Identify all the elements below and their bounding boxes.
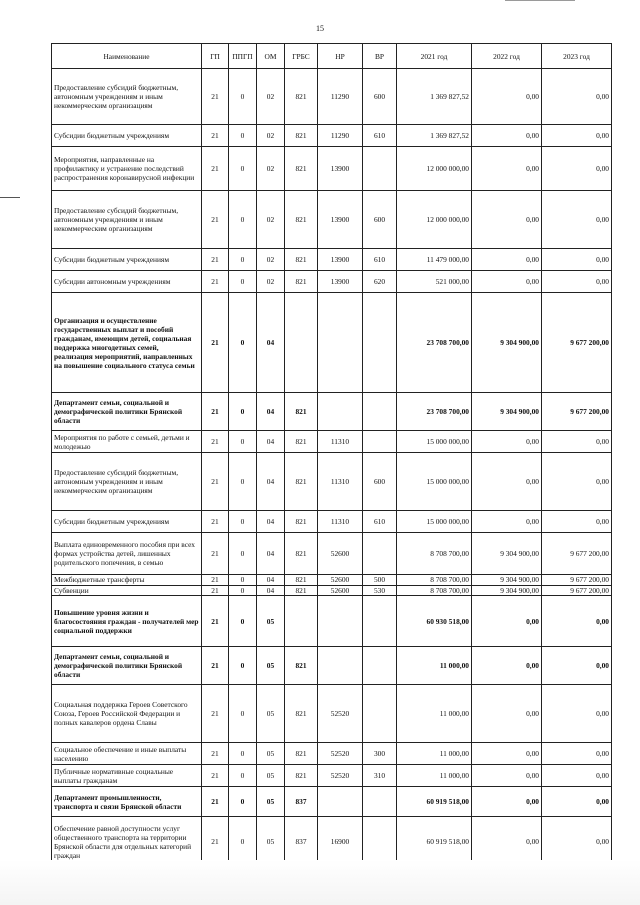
row-gp: 21 [202, 393, 229, 431]
row-name: Социальное обеспечение и иные выплаты населению [52, 743, 202, 765]
row-amount-2021: 15 000 000,00 [397, 431, 472, 453]
row-amount-2021: 60 930 518,00 [397, 596, 472, 647]
row-ppgp: 0 [229, 586, 257, 596]
table-row [52, 69, 612, 125]
row-name: Департамент семьи, социальной и демографической политики Брянской области [52, 647, 202, 685]
row-vr [363, 787, 397, 817]
row-vr: 530 [363, 586, 397, 596]
table-row [52, 125, 612, 147]
row-grbs: 821 [285, 685, 318, 743]
table-row [52, 647, 612, 685]
row-amount-2022: 0,00 [472, 787, 542, 817]
table-row [52, 596, 612, 647]
row-amount-2021: 11 000,00 [397, 647, 472, 685]
row-nr [318, 393, 363, 431]
row-ppgp: 0 [229, 431, 257, 453]
row-vr: 610 [363, 249, 397, 271]
row-ppgp: 0 [229, 575, 257, 586]
row-gp: 21 [202, 685, 229, 743]
row-gp: 21 [202, 533, 229, 575]
header-nr: НР [318, 44, 363, 69]
row-gp: 21 [202, 453, 229, 511]
row-om: 05 [257, 596, 285, 647]
row-amount-2022: 9 304 900,00 [472, 586, 542, 596]
row-amount-2023: 0,00 [542, 69, 612, 125]
table-row [52, 393, 612, 431]
row-grbs: 821 [285, 249, 318, 271]
scan-edge-line [505, 0, 575, 1]
row-vr: 610 [363, 511, 397, 533]
row-gp: 21 [202, 787, 229, 817]
row-amount-2023: 0,00 [542, 743, 612, 765]
row-amount-2021: 11 000,00 [397, 743, 472, 765]
row-name: Публичные нормативные социальные выплаты гражданам [52, 765, 202, 787]
row-om: 02 [257, 249, 285, 271]
scan-margin-mark [0, 197, 20, 198]
row-vr [363, 647, 397, 685]
row-om: 02 [257, 191, 285, 249]
row-amount-2023: 0,00 [542, 249, 612, 271]
row-vr [363, 393, 397, 431]
row-gp: 21 [202, 575, 229, 586]
row-om: 04 [257, 393, 285, 431]
row-om: 02 [257, 125, 285, 147]
row-name: Предоставление субсидий бюджетным, автономным учреждениям и иным некоммерческим организациям [52, 191, 202, 249]
row-grbs: 821 [285, 765, 318, 787]
row-amount-2022: 0,00 [472, 249, 542, 271]
row-amount-2022: 0,00 [472, 817, 542, 867]
row-grbs: 821 [285, 453, 318, 511]
row-name: Субвенции [52, 586, 202, 596]
row-om: 04 [257, 533, 285, 575]
row-nr: 13900 [318, 271, 363, 293]
row-amount-2023: 9 677 200,00 [542, 533, 612, 575]
row-vr [363, 431, 397, 453]
row-amount-2022: 0,00 [472, 271, 542, 293]
row-grbs: 837 [285, 787, 318, 817]
row-name: Департамент семьи, социальной и демографической политики Брянской области [52, 393, 202, 431]
row-amount-2021: 60 919 518,00 [397, 787, 472, 817]
header-grbs: ГРБС [285, 44, 318, 69]
row-amount-2023: 0,00 [542, 191, 612, 249]
row-om: 02 [257, 69, 285, 125]
row-gp: 21 [202, 647, 229, 685]
row-nr: 11290 [318, 69, 363, 125]
row-nr [318, 787, 363, 817]
row-grbs: 837 [285, 817, 318, 867]
row-name: Мероприятия по работе с семьей, детьми и молодежью [52, 431, 202, 453]
row-vr: 500 [363, 575, 397, 586]
row-name: Предоставление субсидий бюджетным, автономным учреждениям и иным некоммерческим организациям [52, 69, 202, 125]
row-ppgp: 0 [229, 787, 257, 817]
row-grbs [285, 596, 318, 647]
row-nr: 52520 [318, 765, 363, 787]
table-row [52, 191, 612, 249]
table-row [52, 685, 612, 743]
row-gp: 21 [202, 586, 229, 596]
row-om: 04 [257, 575, 285, 586]
row-vr [363, 533, 397, 575]
row-amount-2022: 0,00 [472, 431, 542, 453]
header-2022: 2022 год [472, 44, 542, 69]
header-ppgp: ППГП [229, 44, 257, 69]
row-amount-2023: 0,00 [542, 125, 612, 147]
row-vr [363, 817, 397, 867]
row-gp: 21 [202, 765, 229, 787]
header-2021: 2021 год [397, 44, 472, 69]
row-amount-2022: 0,00 [472, 743, 542, 765]
row-grbs: 821 [285, 191, 318, 249]
row-nr: 11310 [318, 453, 363, 511]
row-gp: 21 [202, 271, 229, 293]
row-amount-2023: 0,00 [542, 271, 612, 293]
row-amount-2021: 11 479 000,00 [397, 249, 472, 271]
row-nr: 13900 [318, 147, 363, 191]
row-amount-2023: 0,00 [542, 147, 612, 191]
row-grbs: 821 [285, 586, 318, 596]
table-row [52, 271, 612, 293]
row-ppgp: 0 [229, 69, 257, 125]
table-row [52, 743, 612, 765]
row-amount-2023: 0,00 [542, 431, 612, 453]
row-name: Субсидии бюджетным учреждениям [52, 249, 202, 271]
row-amount-2021: 15 000 000,00 [397, 453, 472, 511]
row-nr: 11310 [318, 431, 363, 453]
row-ppgp: 0 [229, 125, 257, 147]
row-ppgp: 0 [229, 191, 257, 249]
row-ppgp: 0 [229, 817, 257, 867]
row-amount-2022: 0,00 [472, 147, 542, 191]
row-amount-2021: 1 369 827,52 [397, 69, 472, 125]
row-nr: 52520 [318, 743, 363, 765]
row-om: 05 [257, 817, 285, 867]
row-om: 02 [257, 271, 285, 293]
row-om: 04 [257, 586, 285, 596]
row-vr: 600 [363, 453, 397, 511]
row-ppgp: 0 [229, 147, 257, 191]
row-nr: 52520 [318, 685, 363, 743]
row-amount-2023: 0,00 [542, 511, 612, 533]
row-grbs: 821 [285, 271, 318, 293]
row-vr: 600 [363, 191, 397, 249]
row-nr [318, 596, 363, 647]
table-row [52, 586, 612, 596]
row-om: 04 [257, 453, 285, 511]
row-name: Повышение уровня жизни и благосостояния граждан - получателей мер социальной поддержки [52, 596, 202, 647]
row-om: 05 [257, 787, 285, 817]
row-amount-2021: 11 000,00 [397, 765, 472, 787]
row-om: 02 [257, 147, 285, 191]
row-name: Выплата единовременного пособия при всех формах устройства детей, лишенных родительского попечения, в семью [52, 533, 202, 575]
table-row [52, 511, 612, 533]
row-ppgp: 0 [229, 533, 257, 575]
row-name: Мероприятия, направленные на профилактику и устранение последствий распространения коронавирусной инфекции [52, 147, 202, 191]
table-header-row [52, 44, 612, 69]
row-grbs: 821 [285, 147, 318, 191]
row-grbs: 821 [285, 575, 318, 586]
row-grbs: 821 [285, 533, 318, 575]
table-row [52, 765, 612, 787]
row-gp: 21 [202, 249, 229, 271]
row-om: 04 [257, 293, 285, 393]
table-row [52, 431, 612, 453]
row-amount-2022: 0,00 [472, 453, 542, 511]
row-amount-2022: 0,00 [472, 596, 542, 647]
row-gp: 21 [202, 293, 229, 393]
row-amount-2021: 8 708 700,00 [397, 586, 472, 596]
row-vr: 610 [363, 125, 397, 147]
row-nr [318, 293, 363, 393]
row-grbs: 821 [285, 125, 318, 147]
row-amount-2022: 9 304 900,00 [472, 393, 542, 431]
row-name: Социальная поддержка Героев Советского Союза, Героев Российской Федерации и полных кавалеров ордена Славы [52, 685, 202, 743]
row-amount-2023: 9 677 200,00 [542, 575, 612, 586]
row-amount-2022: 0,00 [472, 685, 542, 743]
row-gp: 21 [202, 743, 229, 765]
table-row [52, 249, 612, 271]
scan-bottom-shadow [0, 860, 640, 905]
row-gp: 21 [202, 511, 229, 533]
row-amount-2023: 0,00 [542, 647, 612, 685]
row-amount-2023: 0,00 [542, 685, 612, 743]
table-row [52, 453, 612, 511]
row-amount-2023: 0,00 [542, 596, 612, 647]
row-ppgp: 0 [229, 511, 257, 533]
row-nr: 13900 [318, 249, 363, 271]
row-nr: 52600 [318, 575, 363, 586]
row-name: Организация и осуществление государственных выплат и пособий гражданам, имеющим детей, социальная поддержка многодетных семей, реализация мероприятий, направленных на повышение социального статуса семьи [52, 293, 202, 393]
row-om: 04 [257, 431, 285, 453]
row-amount-2021: 8 708 700,00 [397, 575, 472, 586]
row-nr: 52600 [318, 533, 363, 575]
row-amount-2023: 0,00 [542, 817, 612, 867]
row-amount-2023: 0,00 [542, 765, 612, 787]
row-nr: 52600 [318, 586, 363, 596]
row-vr [363, 685, 397, 743]
header-vr: ВР [363, 44, 397, 69]
header-om: ОМ [257, 44, 285, 69]
row-gp: 21 [202, 69, 229, 125]
row-vr [363, 147, 397, 191]
row-amount-2021: 23 708 700,00 [397, 393, 472, 431]
row-om: 04 [257, 511, 285, 533]
row-amount-2021: 60 919 518,00 [397, 817, 472, 867]
row-name: Предоставление субсидий бюджетным, автономным учреждениям и иным некоммерческим организациям [52, 453, 202, 511]
row-amount-2021: 8 708 700,00 [397, 533, 472, 575]
row-om: 05 [257, 647, 285, 685]
budget-table [51, 43, 612, 877]
row-amount-2023: 0,00 [542, 453, 612, 511]
row-amount-2021: 12 000 000,00 [397, 191, 472, 249]
row-grbs: 821 [285, 511, 318, 533]
row-amount-2023: 9 677 200,00 [542, 293, 612, 393]
row-amount-2022: 0,00 [472, 69, 542, 125]
row-grbs: 821 [285, 69, 318, 125]
row-ppgp: 0 [229, 685, 257, 743]
row-ppgp: 0 [229, 271, 257, 293]
row-gp: 21 [202, 125, 229, 147]
row-amount-2022: 9 304 900,00 [472, 575, 542, 586]
row-vr: 600 [363, 69, 397, 125]
row-amount-2022: 0,00 [472, 125, 542, 147]
row-amount-2021: 521 000,00 [397, 271, 472, 293]
row-ppgp: 0 [229, 393, 257, 431]
row-amount-2021: 1 369 827,52 [397, 125, 472, 147]
row-amount-2021: 12 000 000,00 [397, 147, 472, 191]
row-grbs: 821 [285, 431, 318, 453]
row-amount-2022: 9 304 900,00 [472, 293, 542, 393]
table-row [52, 575, 612, 586]
row-ppgp: 0 [229, 647, 257, 685]
header-gp: ГП [202, 44, 229, 69]
row-ppgp: 0 [229, 249, 257, 271]
row-name: Субсидии автономным учреждениям [52, 271, 202, 293]
row-nr: 11310 [318, 511, 363, 533]
row-grbs: 821 [285, 393, 318, 431]
row-name: Субсидии бюджетным учреждениям [52, 511, 202, 533]
row-om: 05 [257, 743, 285, 765]
table-row [52, 147, 612, 191]
row-ppgp: 0 [229, 765, 257, 787]
row-ppgp: 0 [229, 743, 257, 765]
row-grbs [285, 293, 318, 393]
row-amount-2022: 0,00 [472, 511, 542, 533]
row-amount-2022: 0,00 [472, 765, 542, 787]
row-gp: 21 [202, 596, 229, 647]
row-om: 05 [257, 685, 285, 743]
row-gp: 21 [202, 147, 229, 191]
row-name: Обеспечение равной доступности услуг общественного транспорта на территории Брянской области для отдельных категорий граждан [52, 817, 202, 867]
row-nr: 11290 [318, 125, 363, 147]
page-number: 15 [316, 24, 324, 33]
row-name: Межбюджетные трансферты [52, 575, 202, 586]
row-grbs: 821 [285, 647, 318, 685]
row-nr: 13900 [318, 191, 363, 249]
row-vr: 620 [363, 271, 397, 293]
table-row [52, 293, 612, 393]
row-ppgp: 0 [229, 293, 257, 393]
row-name: Субсидии бюджетным учреждениям [52, 125, 202, 147]
row-amount-2022: 0,00 [472, 647, 542, 685]
row-om: 05 [257, 765, 285, 787]
row-vr: 300 [363, 743, 397, 765]
table-row [52, 787, 612, 817]
row-vr [363, 293, 397, 393]
row-ppgp: 0 [229, 596, 257, 647]
row-ppgp: 0 [229, 453, 257, 511]
row-nr: 16900 [318, 817, 363, 867]
row-amount-2021: 23 708 700,00 [397, 293, 472, 393]
row-amount-2022: 0,00 [472, 191, 542, 249]
row-vr: 310 [363, 765, 397, 787]
row-gp: 21 [202, 431, 229, 453]
row-amount-2023: 9 677 200,00 [542, 586, 612, 596]
row-gp: 21 [202, 191, 229, 249]
row-amount-2021: 15 000 000,00 [397, 511, 472, 533]
row-amount-2023: 9 677 200,00 [542, 393, 612, 431]
row-gp: 21 [202, 817, 229, 867]
table-row [52, 533, 612, 575]
row-amount-2021: 11 000,00 [397, 685, 472, 743]
row-nr [318, 647, 363, 685]
row-vr [363, 596, 397, 647]
row-amount-2023: 0,00 [542, 787, 612, 817]
row-grbs: 821 [285, 743, 318, 765]
header-name: Наименование [52, 44, 202, 69]
table-row [52, 817, 612, 867]
header-2023: 2023 год [542, 44, 612, 69]
row-name: Департамент промышленности, транспорта и связи Брянской области [52, 787, 202, 817]
row-amount-2022: 9 304 900,00 [472, 533, 542, 575]
